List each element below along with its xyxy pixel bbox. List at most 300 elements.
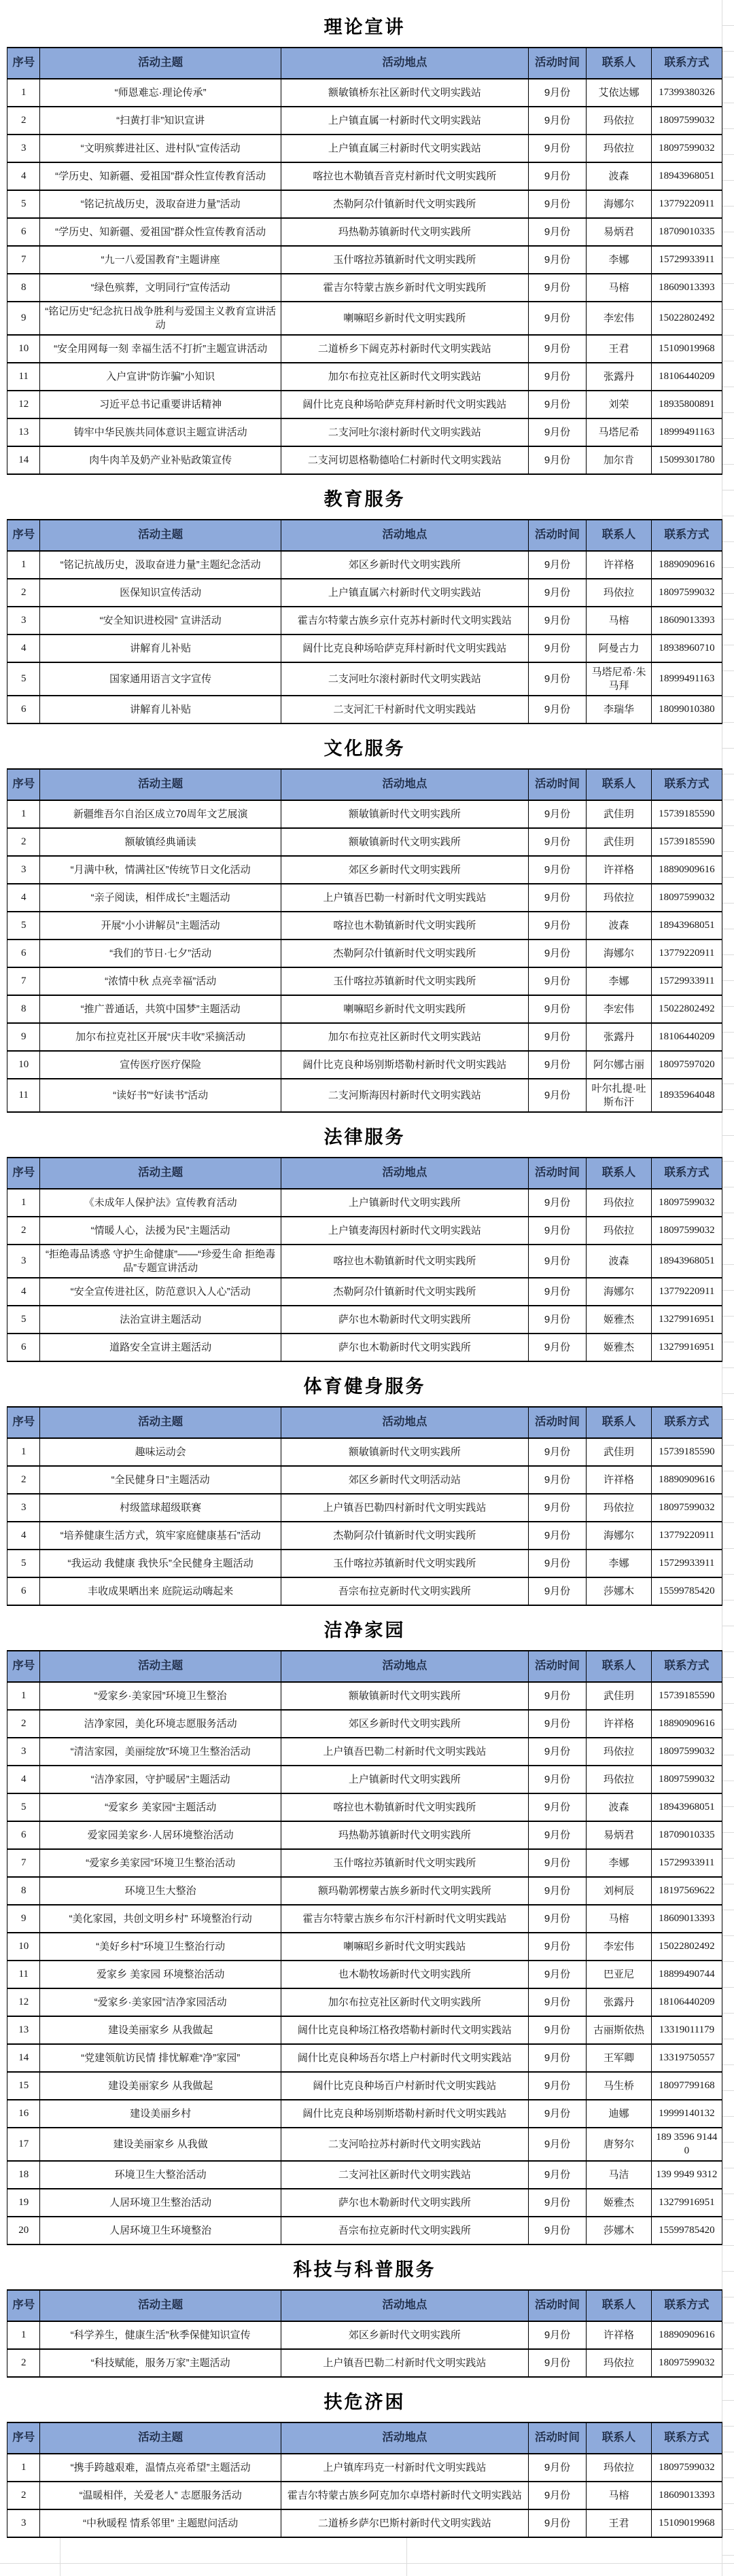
cell-activity-location: 霍吉尔特蒙古族乡新时代文明实践所 <box>281 274 528 302</box>
cell-contact-person: 张露丹 <box>587 363 652 391</box>
table-row <box>7 1849 722 1877</box>
table-row <box>7 1245 722 1278</box>
table-row <box>7 218 722 246</box>
cell-contact-phone: 18890909616 <box>651 551 722 579</box>
cell-serial-number: 2 <box>7 1710 40 1738</box>
table-row <box>7 1438 722 1466</box>
cell-contact-person: 易炳君 <box>587 218 652 246</box>
cell-serial-number: 13 <box>7 418 40 446</box>
cell-activity-theme: “我运动 我健康 我快乐”全民健身主题活动 <box>40 1550 281 1577</box>
column-header: 序号 <box>7 520 40 551</box>
cell-serial-number: 13 <box>7 2016 40 2044</box>
cell-activity-time: 9月份 <box>528 1051 586 1079</box>
cell-contact-phone: 18943968051 <box>651 1245 722 1278</box>
column-header: 活动主题 <box>40 520 281 551</box>
cell-activity-theme: “安全知识进校园” 宣讲活动 <box>40 607 281 634</box>
cell-activity-theme: 法治宣讲主题活动 <box>40 1306 281 1334</box>
cell-serial-number: 4 <box>7 634 40 662</box>
cell-activity-location: 郊区乡新时代文明实践所 <box>281 2321 528 2349</box>
cell-contact-phone: 15729933911 <box>651 967 722 995</box>
cell-activity-location: 额敏镇新时代文明实践所 <box>281 1438 528 1466</box>
column-header: 活动地点 <box>281 2290 528 2321</box>
cell-activity-time: 9月份 <box>528 1905 586 1933</box>
cell-serial-number: 5 <box>7 662 40 696</box>
cell-contact-person: 海娜尔 <box>587 1522 652 1550</box>
cell-activity-location: 阔什比克良种场哈萨克拜村新时代文明实践站 <box>281 391 528 418</box>
cell-activity-location: 二支河切恩格勒德哈仁村新时代文明实践站 <box>281 446 528 474</box>
cell-contact-person: 海娜尔 <box>587 1278 652 1306</box>
cell-activity-time: 9月份 <box>528 1522 586 1550</box>
cell-serial-number: 6 <box>7 1334 40 1361</box>
cell-contact-phone: 18197569622 <box>651 1877 722 1905</box>
cell-contact-phone: 18890909616 <box>651 2321 722 2349</box>
cell-contact-phone: 18609013393 <box>651 2482 722 2509</box>
cell-contact-person: 马榕 <box>587 607 652 634</box>
cell-activity-theme: 爱家乡 美家园 环境整治活动 <box>40 1961 281 1988</box>
cell-activity-location: 额玛勒郭楞蒙古族乡新时代文明实践所 <box>281 1877 528 1905</box>
cell-contact-phone: 13319750557 <box>651 2044 722 2072</box>
cell-contact-phone: 13779220911 <box>651 940 722 967</box>
table-row <box>7 912 722 940</box>
cell-activity-theme: 建设美丽家乡 从我做 <box>40 2128 281 2161</box>
column-header: 序号 <box>7 48 40 79</box>
cell-serial-number: 14 <box>7 2044 40 2072</box>
cell-serial-number: 3 <box>7 607 40 634</box>
cell-serial-number: 14 <box>7 446 40 474</box>
column-header: 活动地点 <box>281 769 528 800</box>
cell-activity-theme: 趣味运动会 <box>40 1438 281 1466</box>
cell-activity-location: 阔什比克良种场别斯塔勒村新时代文明实践站 <box>281 1051 528 1079</box>
cell-contact-phone: 18097599032 <box>651 579 722 607</box>
cell-serial-number: 3 <box>7 1245 40 1278</box>
service-section <box>7 1615 722 2245</box>
cell-contact-phone: 15739185590 <box>651 800 722 828</box>
cell-contact-person: 波森 <box>587 1245 652 1278</box>
column-header: 活动主题 <box>40 48 281 79</box>
cell-activity-time: 9月份 <box>528 1738 586 1766</box>
cell-contact-person: 李娜 <box>587 1849 652 1877</box>
section-title: 理论宣讲 <box>324 17 406 37</box>
cell-contact-person: 玛依拉 <box>587 1738 652 1766</box>
table-row <box>7 662 722 696</box>
cell-activity-theme: 开展“小小讲解员”主题活动 <box>40 912 281 940</box>
column-header: 联系方式 <box>651 1651 722 1682</box>
table-row <box>7 967 722 995</box>
cell-contact-person: 马塔尼希 <box>587 418 652 446</box>
cell-activity-theme: 建设美丽家乡 从我做起 <box>40 2016 281 2044</box>
cell-activity-theme: 国家通用语言文字宣传 <box>40 662 281 696</box>
cell-contact-phone: 15729933911 <box>651 1849 722 1877</box>
column-header: 联系方式 <box>651 48 722 79</box>
cell-contact-phone: 18097599032 <box>651 1494 722 1522</box>
column-header: 联系人 <box>587 48 652 79</box>
cell-contact-person: 玛依拉 <box>587 107 652 135</box>
cell-contact-person: 张露丹 <box>587 1023 652 1051</box>
cell-contact-phone: 15739185590 <box>651 1682 722 1710</box>
column-header: 序号 <box>7 769 40 800</box>
table-header-row <box>7 48 722 79</box>
cell-activity-theme: “爱家乡 美家园“主题活动 <box>40 1793 281 1821</box>
cell-activity-location: 上户镇吾巴勒一村新时代文明实践站 <box>281 884 528 912</box>
cell-serial-number: 3 <box>7 1738 40 1766</box>
column-header: 活动地点 <box>281 520 528 551</box>
cell-activity-theme: 讲解育儿补贴 <box>40 696 281 723</box>
column-header: 活动主题 <box>40 1158 281 1189</box>
table-row <box>7 1334 722 1361</box>
cell-contact-person: 王军卿 <box>587 2044 652 2072</box>
cell-activity-theme: “中秋暖程 情系邻里” 主题慰问活动 <box>40 2509 281 2537</box>
cell-serial-number: 5 <box>7 1550 40 1577</box>
cell-serial-number: 7 <box>7 246 40 274</box>
cell-activity-location: 上户镇新时代文明实践所 <box>281 1766 528 1793</box>
cell-activity-theme: 建设美丽乡村 <box>40 2100 281 2128</box>
cell-activity-location: 霍吉尔特蒙古族乡京什克苏村新时代文明实践站 <box>281 607 528 634</box>
column-header: 序号 <box>7 1651 40 1682</box>
table-row <box>7 1051 722 1079</box>
cell-activity-location: 上户镇吾巴勒二村新时代文明实践站 <box>281 2349 528 2377</box>
cell-activity-location: 玉什喀拉苏镇新时代文明实践所 <box>281 967 528 995</box>
cell-activity-theme: 建设美丽家乡 从我做起 <box>40 2072 281 2100</box>
cell-serial-number: 4 <box>7 1278 40 1306</box>
cell-contact-person: 许祥格 <box>587 551 652 579</box>
cell-activity-theme: “科技赋能，服务万家”主题活动 <box>40 2349 281 2377</box>
table-row <box>7 162 722 190</box>
cell-activity-time: 9月份 <box>528 1189 586 1217</box>
table-row <box>7 696 722 723</box>
cell-activity-location: 玉什喀拉苏镇新时代文明实践所 <box>281 1550 528 1577</box>
cell-serial-number: 8 <box>7 274 40 302</box>
cell-activity-theme: “科学养生，健康生活”秋季保健知识宣传 <box>40 2321 281 2349</box>
cell-serial-number: 1 <box>7 79 40 107</box>
cell-activity-theme: 肉牛肉羊及奶产业补贴政策宣传 <box>40 446 281 474</box>
cell-serial-number: 4 <box>7 162 40 190</box>
column-header: 活动地点 <box>281 1407 528 1438</box>
cell-contact-person: 刘柯辰 <box>587 1877 652 1905</box>
cell-serial-number: 2 <box>7 2482 40 2509</box>
cell-serial-number: 9 <box>7 1023 40 1051</box>
cell-contact-phone: 15599785420 <box>651 2217 722 2244</box>
column-header: 活动时间 <box>528 1651 586 1682</box>
cell-activity-location: 喇嘛昭乡新时代文明实践站 <box>281 1933 528 1961</box>
cell-activity-time: 9月份 <box>528 2128 586 2161</box>
cell-contact-phone: 15022802492 <box>651 302 722 335</box>
cell-activity-time: 9月份 <box>528 2044 586 2072</box>
column-header: 联系人 <box>587 520 652 551</box>
column-header: 联系人 <box>587 1651 652 1682</box>
column-header: 联系人 <box>587 1158 652 1189</box>
cell-activity-time: 9月份 <box>528 363 586 391</box>
cell-activity-time: 9月份 <box>528 1466 586 1494</box>
cell-activity-theme: 人居环境卫生环境整治 <box>40 2217 281 2244</box>
table-row <box>7 363 722 391</box>
section-title: 科技与科普服务 <box>293 2259 436 2280</box>
column-header: 活动时间 <box>528 769 586 800</box>
cell-serial-number: 5 <box>7 1793 40 1821</box>
cell-activity-theme: “清洁家园，美丽绽放”环境卫生整治活动 <box>40 1738 281 1766</box>
cell-serial-number: 8 <box>7 995 40 1023</box>
table-row <box>7 1577 722 1605</box>
cell-activity-location: 郊区乡新时代文明活动站 <box>281 1466 528 1494</box>
activity-table <box>7 2289 722 2378</box>
cell-contact-phone: 13279916951 <box>651 2189 722 2217</box>
cell-activity-location: 霍吉尔特蒙古族乡布尔汗村新时代文明实践站 <box>281 1905 528 1933</box>
table-header-row <box>7 1651 722 1682</box>
cell-contact-phone: 18999491163 <box>651 418 722 446</box>
cell-activity-location: 上户镇直属六村新时代文明实践站 <box>281 579 528 607</box>
column-header: 联系方式 <box>651 2290 722 2321</box>
column-header: 活动地点 <box>281 1158 528 1189</box>
cell-activity-location: 玛热勒苏镇新时代文明实践所 <box>281 218 528 246</box>
cell-activity-theme: “学历史、知新疆、爱祖国”群众性宣传教育活动 <box>40 162 281 190</box>
section-title: 扶危济困 <box>324 2392 406 2412</box>
table-row <box>7 856 722 884</box>
cell-activity-time: 9月份 <box>528 1766 586 1793</box>
cell-activity-location: 二支河社区新时代文明实践站 <box>281 2161 528 2189</box>
cell-contact-person: 许祥格 <box>587 2321 652 2349</box>
cell-activity-theme: 洁净家园，美化环境志愿服务活动 <box>40 1710 281 1738</box>
cell-activity-theme: “携手跨越艰难，温情点亮希望”主题活动 <box>40 2454 281 2482</box>
cell-activity-theme: “爱家乡美家园”环境卫生整治活动 <box>40 1849 281 1877</box>
cell-activity-theme: “九一八爱国教育”主题讲座 <box>40 246 281 274</box>
cell-contact-person: 李宏伟 <box>587 1933 652 1961</box>
cell-activity-theme: 习近平总书记重要讲话精神 <box>40 391 281 418</box>
cell-activity-location: 杰勒阿尕什镇新时代文明实践所 <box>281 1522 528 1550</box>
cell-contact-phone: 19999140132 <box>651 2100 722 2128</box>
cell-contact-person: 莎娜木 <box>587 1577 652 1605</box>
cell-activity-location: 杰勒阿尕什镇新时代文明实践所 <box>281 190 528 218</box>
cell-activity-theme: “全民健身日”主题活动 <box>40 1466 281 1494</box>
cell-activity-location: 上户镇新时代文明实践所 <box>281 1189 528 1217</box>
table-row <box>7 190 722 218</box>
section-title: 文化服务 <box>324 738 406 759</box>
cell-contact-phone: 15599785420 <box>651 1577 722 1605</box>
cell-activity-theme: 铸牢中华民族共同体意识主题宣讲活动 <box>40 418 281 446</box>
cell-serial-number: 4 <box>7 884 40 912</box>
cell-activity-location: 阔什比克良种场别斯塔勒村新时代文明实践站 <box>281 2100 528 2128</box>
section-title: 法律服务 <box>324 1127 406 1147</box>
cell-serial-number: 2 <box>7 2349 40 2377</box>
cell-activity-location: 阔什比克良种场江格孜塔勒村新时代文明实践站 <box>281 2016 528 2044</box>
cell-activity-location: 上户镇直属一村新时代文明实践站 <box>281 107 528 135</box>
cell-contact-phone: 18097799168 <box>651 2072 722 2100</box>
table-row <box>7 1682 722 1710</box>
table-row <box>7 1877 722 1905</box>
column-header: 序号 <box>7 1407 40 1438</box>
cell-activity-theme: “推广普通话，共筑中国梦”主题活动 <box>40 995 281 1023</box>
section-title: 洁净家园 <box>324 1620 406 1641</box>
cell-activity-time: 9月份 <box>528 1877 586 1905</box>
cell-serial-number: 19 <box>7 2189 40 2217</box>
cell-activity-time: 9月份 <box>528 1306 586 1334</box>
table-row <box>7 1466 722 1494</box>
column-header: 活动主题 <box>40 2422 281 2454</box>
cell-serial-number: 12 <box>7 391 40 418</box>
cell-activity-location: 萨尔也木勒新时代文明实践所 <box>281 1334 528 1361</box>
cell-activity-location: 玉什喀拉苏镇新时代文明实践所 <box>281 246 528 274</box>
cell-activity-location: 喀拉也木勒镇吾音克村新时代文明实践所 <box>281 162 528 190</box>
cell-activity-time: 9月份 <box>528 800 586 828</box>
cell-activity-time: 9月份 <box>528 607 586 634</box>
cell-contact-person: 叶尔扎提·吐斯布汗 <box>587 1079 652 1112</box>
cell-contact-person: 唐努尔 <box>587 2128 652 2161</box>
service-section <box>7 734 722 1113</box>
cell-activity-time: 9月份 <box>528 246 586 274</box>
cell-activity-time: 9月份 <box>528 2349 586 2377</box>
cell-contact-phone: 189 3596 91440 <box>651 2128 722 2161</box>
cell-activity-location: 额敏镇桥东社区新时代文明实践站 <box>281 79 528 107</box>
cell-activity-location: 二支河哈拉苏村新时代文明实践站 <box>281 2128 528 2161</box>
cell-activity-location: 加尔布拉克社区新时代文明实践站 <box>281 1023 528 1051</box>
cell-serial-number: 2 <box>7 1217 40 1245</box>
table-row <box>7 446 722 474</box>
cell-activity-location: 喀拉也木勒镇新时代文明实践所 <box>281 1245 528 1278</box>
cell-activity-location: 二支河吐尔滚村新时代文明实践站 <box>281 662 528 696</box>
cell-serial-number: 1 <box>7 1438 40 1466</box>
cell-activity-time: 9月份 <box>528 1849 586 1877</box>
cell-contact-person: 武佳玥 <box>587 800 652 828</box>
cell-activity-location: 霍吉尔特蒙古族乡阿克加尔卓塔村新时代文明实践站 <box>281 2482 528 2509</box>
cell-activity-theme: “爱家乡·美家园”环境卫生整治 <box>40 1682 281 1710</box>
cell-activity-theme: 人居环境卫生整治活动 <box>40 2189 281 2217</box>
cell-contact-person: 马榕 <box>587 274 652 302</box>
cell-serial-number: 4 <box>7 1766 40 1793</box>
table-header-row <box>7 1407 722 1438</box>
cell-contact-person: 李娜 <box>587 967 652 995</box>
cell-activity-location: 加尔布拉克社区新时代文明实践所 <box>281 1988 528 2016</box>
cell-contact-phone: 18106440209 <box>651 1988 722 2016</box>
cell-contact-phone: 17399380326 <box>651 79 722 107</box>
table-row <box>7 2044 722 2072</box>
table-row <box>7 2161 722 2189</box>
cell-serial-number: 5 <box>7 1306 40 1334</box>
cell-activity-time: 9月份 <box>528 2217 586 2244</box>
cell-activity-time: 9月份 <box>528 1079 586 1112</box>
cell-activity-theme: “月满中秋，情满社区”传统节日文化活动 <box>40 856 281 884</box>
cell-activity-location: 玉什喀拉苏镇新时代文明实践所 <box>281 1849 528 1877</box>
table-header-row <box>7 769 722 800</box>
service-section <box>7 1372 722 1606</box>
cell-activity-theme: 加尔布拉克社区开展“庆丰收”采摘活动 <box>40 1023 281 1051</box>
table-row <box>7 579 722 607</box>
column-header: 活动地点 <box>281 2422 528 2454</box>
cell-contact-person: 武佳玥 <box>587 1682 652 1710</box>
table-row <box>7 1189 722 1217</box>
cell-activity-theme: “文明殡葬进社区、进村队”宣传活动 <box>40 135 281 162</box>
cell-activity-time: 9月份 <box>528 2509 586 2537</box>
cell-contact-phone: 18890909616 <box>651 856 722 884</box>
cell-contact-phone: 18935964048 <box>651 1079 722 1112</box>
cell-activity-theme: “绿色殡葬，文明同行”宣传活动 <box>40 274 281 302</box>
cell-activity-time: 9月份 <box>528 2100 586 2128</box>
cell-activity-theme: “党建领航访民情 排忧解难“净”家园” <box>40 2044 281 2072</box>
cell-contact-phone: 13279916951 <box>651 1306 722 1334</box>
cell-contact-person: 张露丹 <box>587 1988 652 2016</box>
cell-activity-theme: “铭记抗战历史，汲取奋进力量”主题纪念活动 <box>40 551 281 579</box>
cell-serial-number: 2 <box>7 107 40 135</box>
table-row <box>7 302 722 335</box>
cell-activity-time: 9月份 <box>528 135 586 162</box>
cell-activity-location: 萨尔也木勒新时代文明实践所 <box>281 1306 528 1334</box>
cell-activity-theme: “师恩难忘·理论传承” <box>40 79 281 107</box>
cell-activity-theme: 爱家园美家乡·人居环境整治活动 <box>40 1821 281 1849</box>
table-row <box>7 1738 722 1766</box>
column-header: 活动时间 <box>528 1407 586 1438</box>
cell-activity-time: 9月份 <box>528 967 586 995</box>
cell-contact-phone: 18899490744 <box>651 1961 722 1988</box>
cell-contact-phone: 18106440209 <box>651 363 722 391</box>
cell-serial-number: 8 <box>7 1877 40 1905</box>
cell-contact-phone: 18097597020 <box>651 1051 722 1079</box>
cell-activity-time: 9月份 <box>528 884 586 912</box>
cell-activity-time: 9月份 <box>528 2016 586 2044</box>
cell-contact-phone: 13279916951 <box>651 1334 722 1361</box>
cell-serial-number: 3 <box>7 856 40 884</box>
cell-contact-phone: 18709010335 <box>651 218 722 246</box>
cell-contact-person: 玛依拉 <box>587 2349 652 2377</box>
cell-activity-time: 9月份 <box>528 302 586 335</box>
column-header: 联系人 <box>587 769 652 800</box>
cell-contact-person: 古丽斯依热 <box>587 2016 652 2044</box>
cell-activity-time: 9月份 <box>528 79 586 107</box>
table-row <box>7 2321 722 2349</box>
column-header: 活动主题 <box>40 2290 281 2321</box>
cell-contact-phone: 18943968051 <box>651 1793 722 1821</box>
table-row <box>7 1988 722 2016</box>
column-header: 联系方式 <box>651 520 722 551</box>
sections-container <box>7 12 722 2538</box>
cell-activity-theme: “洁净家园，守护暖居”主题活动 <box>40 1766 281 1793</box>
cell-activity-theme: “美好乡村”环境卫生整治行动 <box>40 1933 281 1961</box>
cell-activity-time: 9月份 <box>528 1682 586 1710</box>
cell-contact-person: 艾依达娜 <box>587 79 652 107</box>
cell-activity-theme: “读好书”“好读书”活动 <box>40 1079 281 1112</box>
cell-activity-time: 9月份 <box>528 1821 586 1849</box>
table-row <box>7 1933 722 1961</box>
cell-serial-number: 3 <box>7 135 40 162</box>
cell-activity-theme: “情暖人心，法援为民”主题活动 <box>40 1217 281 1245</box>
column-header: 活动时间 <box>528 520 586 551</box>
cell-contact-person: 马榕 <box>587 2482 652 2509</box>
column-header: 联系人 <box>587 2422 652 2454</box>
column-header: 活动主题 <box>40 1407 281 1438</box>
cell-activity-theme: “安全宣传进社区，防范意识入人心”活动 <box>40 1278 281 1306</box>
cell-activity-location: 上户镇麦海因村新时代文明实践站 <box>281 1217 528 1245</box>
cell-contact-phone: 18943968051 <box>651 162 722 190</box>
table-row <box>7 1079 722 1112</box>
cell-activity-location: 二道桥乡萨尔巴斯村新时代文明实践站 <box>281 2509 528 2537</box>
cell-activity-location: 二支河吐尔滚村新时代文明实践站 <box>281 418 528 446</box>
cell-contact-phone: 13779220911 <box>651 1522 722 1550</box>
cell-contact-person: 玛依拉 <box>587 1189 652 1217</box>
cell-activity-time: 9月份 <box>528 2072 586 2100</box>
cell-contact-phone: 18097599032 <box>651 1738 722 1766</box>
column-header: 联系方式 <box>651 1407 722 1438</box>
cell-contact-phone: 18097599032 <box>651 135 722 162</box>
cell-contact-person: 武佳玥 <box>587 1438 652 1466</box>
cell-activity-time: 9月份 <box>528 1438 586 1466</box>
cell-activity-location: 阔什比克良种场哈萨克拜村新时代文明实践站 <box>281 634 528 662</box>
column-header: 联系方式 <box>651 2422 722 2454</box>
cell-activity-time: 9月份 <box>528 391 586 418</box>
cell-activity-time: 9月份 <box>528 107 586 135</box>
cell-serial-number: 1 <box>7 551 40 579</box>
cell-serial-number: 4 <box>7 1522 40 1550</box>
column-header: 联系人 <box>587 1407 652 1438</box>
cell-activity-location: 杰勒阿尕什镇新时代文明实践所 <box>281 940 528 967</box>
cell-activity-time: 9月份 <box>528 335 586 363</box>
cell-contact-phone: 18099010380 <box>651 696 722 723</box>
column-header: 联系方式 <box>651 769 722 800</box>
